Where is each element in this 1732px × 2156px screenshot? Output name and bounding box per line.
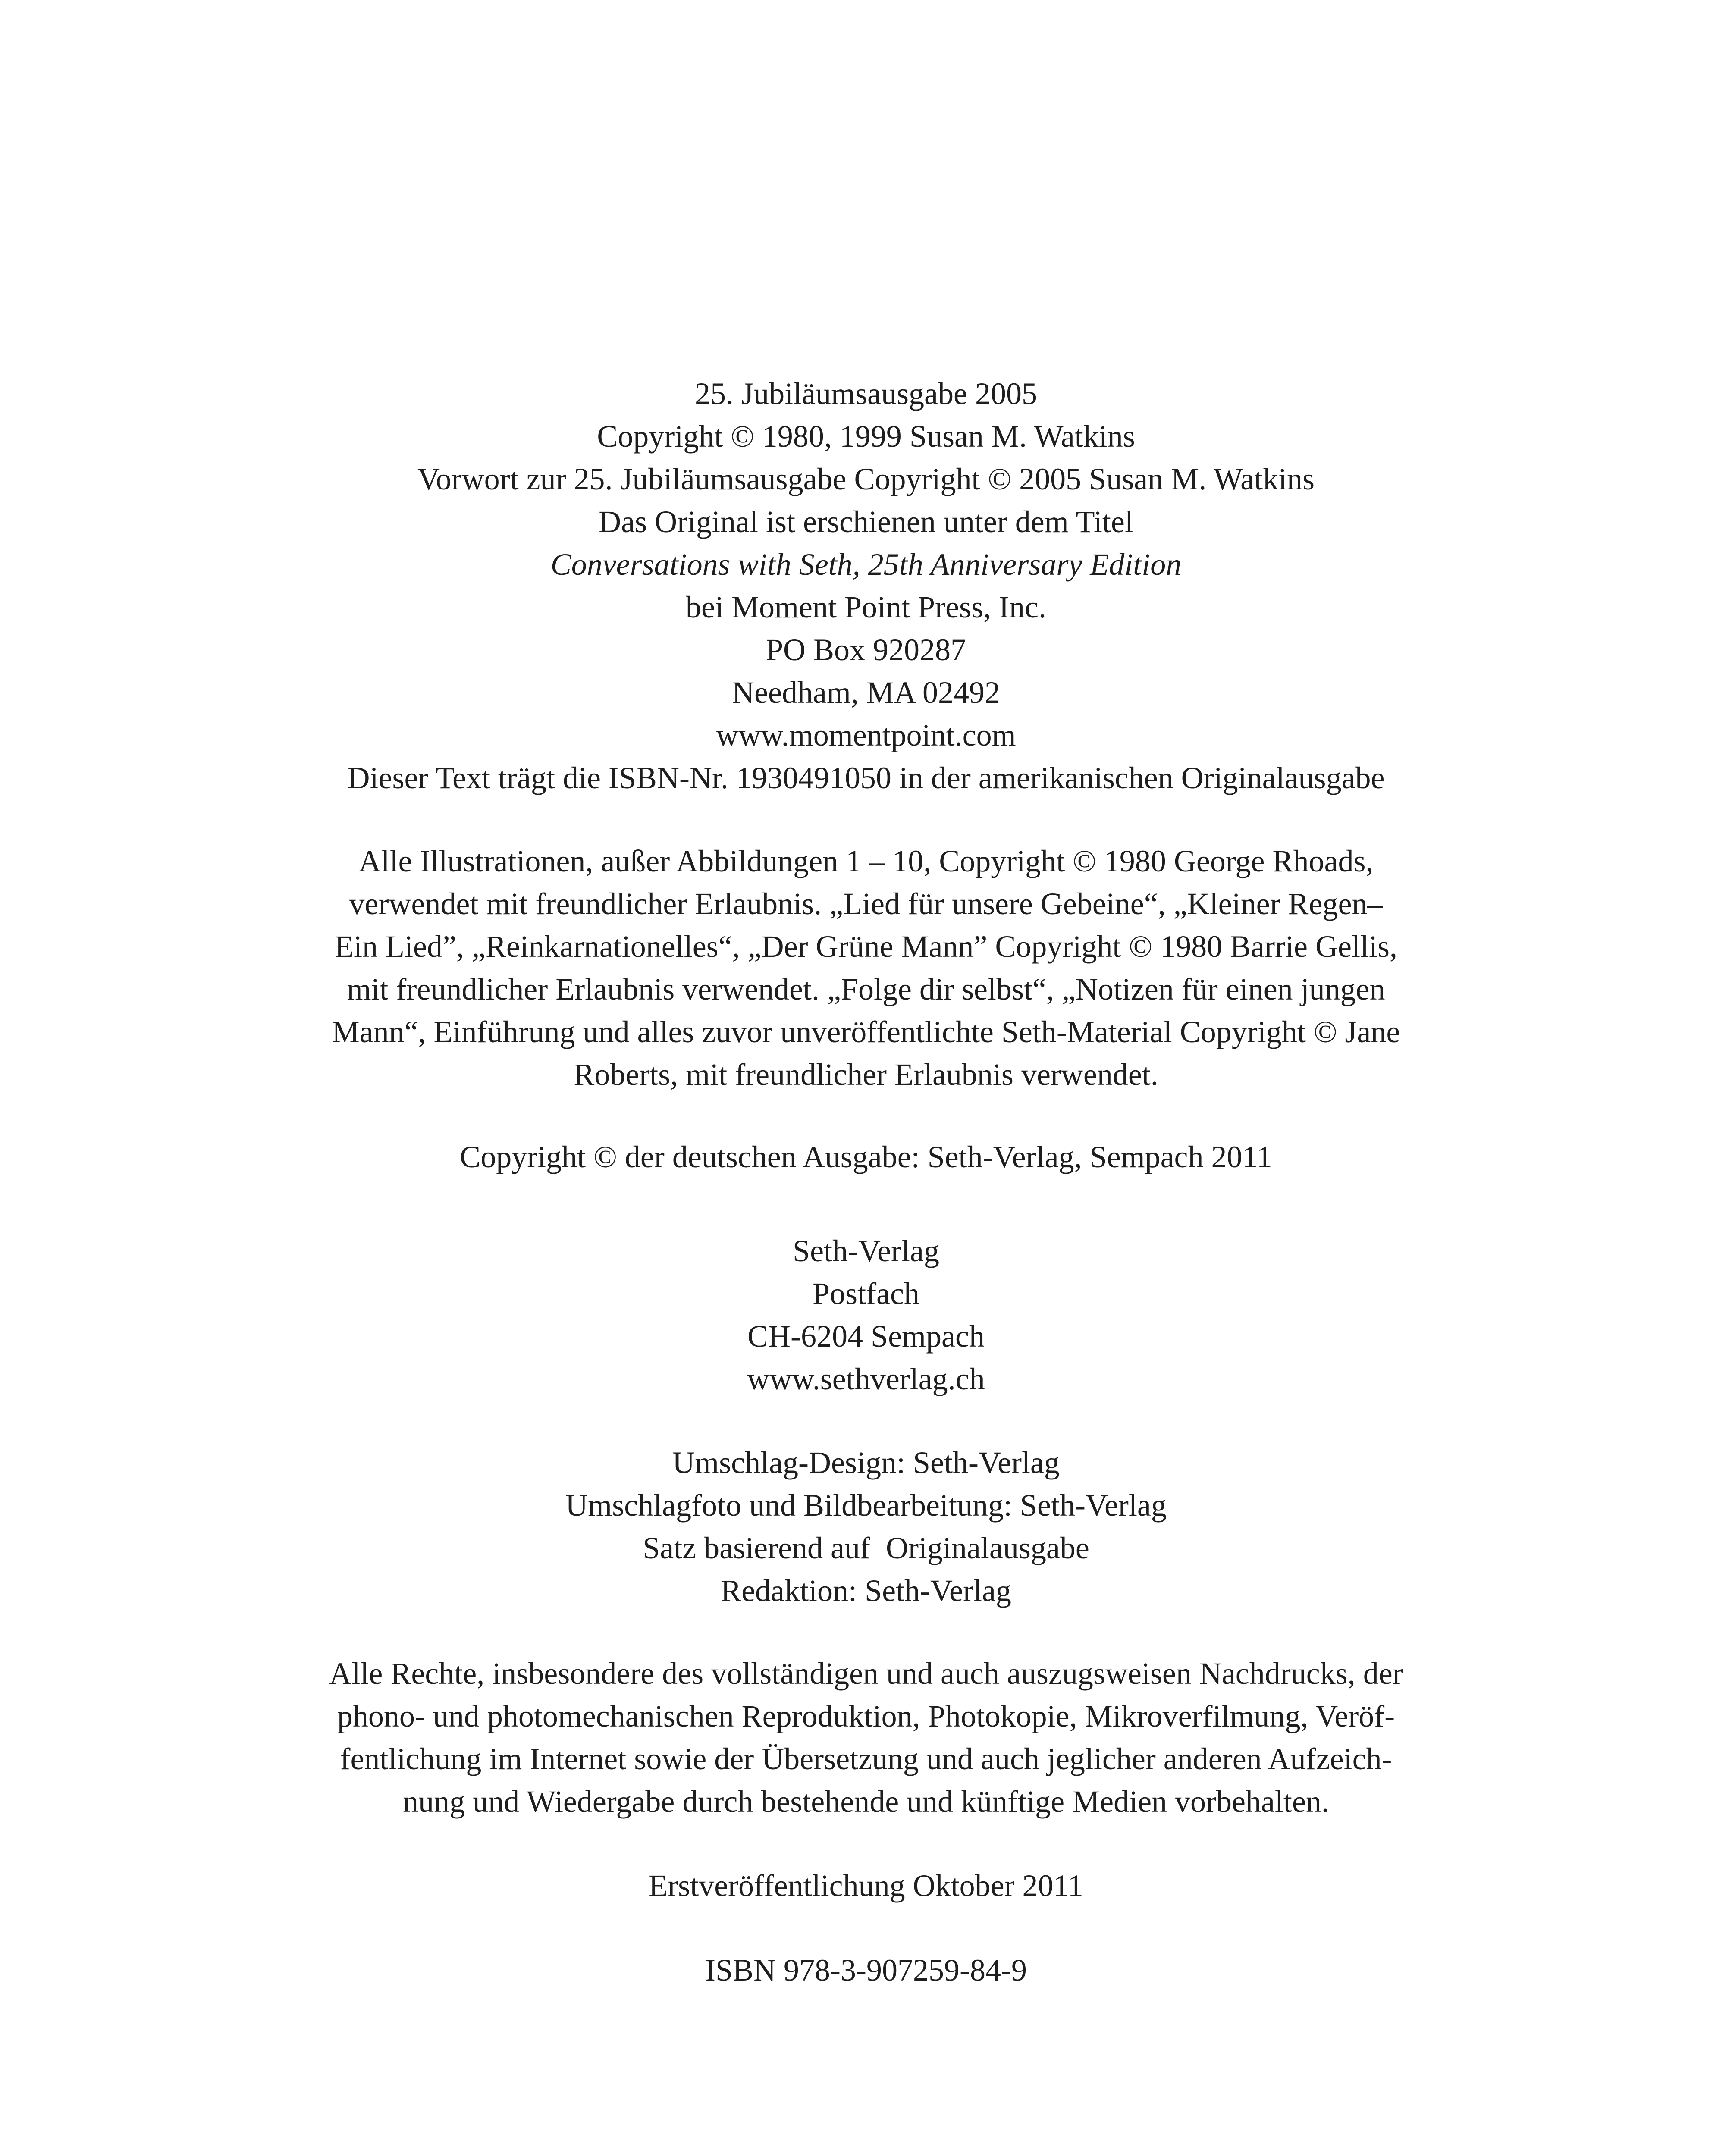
publisher-city: CH-6204 Sempach	[747, 1319, 985, 1354]
edition-line: 25. Jubiläumsausgabe 2005	[695, 376, 1037, 411]
rights-line: fentlichung im Internet sowie der Übersetzung und auch jeglicher anderen Aufzeich-	[340, 1742, 1392, 1776]
rights-reserved-block	[259, 1652, 1473, 1823]
publisher-address-block	[259, 1230, 1473, 1401]
edition-info-block	[259, 373, 1473, 799]
original-publisher-website: www.momentpoint.com	[716, 718, 1016, 752]
german-edition-copyright-block	[259, 1136, 1473, 1178]
cover-design-credit: Umschlag-Design: Seth-Verlag	[672, 1445, 1060, 1480]
illustrations-line: Alle Illustrationen, außer Abbildungen 1 – 10, Copyright © 1980 George Rhoads,	[358, 844, 1374, 878]
copyright-line: Copyright © 1980, 1999 Susan M. Watkins	[597, 419, 1135, 454]
original-publisher-pobox: PO Box 920287	[766, 633, 966, 667]
publisher-name: Seth-Verlag	[793, 1234, 939, 1268]
first-publication-block	[259, 1865, 1473, 1907]
illustrations-line: Mann“, Einführung und alles zuvor unveröffentlichte Seth-Material Copyright © Jane	[332, 1015, 1400, 1049]
german-edition-copyright: Copyright © der deutschen Ausgabe: Seth-Verlag, Sempach 2011	[460, 1140, 1272, 1174]
original-title-intro: Das Original ist erschienen unter dem Titel	[599, 505, 1133, 539]
isbn-block	[259, 1949, 1473, 1992]
editing-credit: Redaktion: Seth-Verlag	[721, 1573, 1011, 1608]
illustrations-line: Ein Lied”, „Reinkarnationelles“, „Der Grüne Mann” Copyright © 1980 Barrie Gellis,	[335, 929, 1397, 964]
production-credits-block	[259, 1442, 1473, 1612]
rights-line: nung und Wiedergabe durch bestehende und künftige Medien vorbehalten.	[403, 1784, 1329, 1819]
typesetting-credit: Satz basierend auf Originalausgabe	[643, 1531, 1089, 1565]
isbn-number: ISBN 978-3-907259-84-9	[705, 1953, 1027, 1987]
illustrations-line: verwendet mit freundlicher Erlaubnis. „Lied für unsere Gebeine“, „Kleiner Regen–	[349, 887, 1383, 921]
rights-line: Alle Rechte, insbesondere des vollständigen und auch auszugsweisen Nachdrucks, der	[329, 1656, 1403, 1691]
illustrations-line: mit freundlicher Erlaubnis verwendet. „Folge dir selbst“, „Notizen für einen jungen	[347, 972, 1385, 1006]
illustrations-line: Roberts, mit freundlicher Erlaubnis verwendet.	[574, 1057, 1158, 1092]
publisher-postbox: Postfach	[813, 1276, 919, 1311]
first-publication-date: Erstveröffentlichung Oktober 2011	[649, 1868, 1083, 1903]
foreword-copyright-line: Vorwort zur 25. Jubiläumsausgabe Copyright © 2005 Susan M. Watkins	[417, 462, 1315, 496]
illustrations-credit-block	[259, 840, 1473, 1096]
original-publisher-city: Needham, MA 02492	[732, 675, 1000, 710]
publisher-website: www.sethverlag.ch	[747, 1362, 985, 1396]
original-isbn-note: Dieser Text trägt die ISBN-Nr. 1930491050 in der amerikanischen Originalausgabe	[347, 761, 1385, 795]
original-title: Conversations with Seth, 25th Anniversary Edition	[550, 547, 1182, 582]
original-publisher: bei Moment Point Press, Inc.	[686, 590, 1046, 624]
rights-line: phono- und photomechanischen Reproduktion, Photokopie, Mikroverfilmung, Veröf-	[337, 1699, 1395, 1733]
cover-photo-credit: Umschlagfoto und Bildbearbeitung: Seth-Verlag	[565, 1488, 1167, 1523]
